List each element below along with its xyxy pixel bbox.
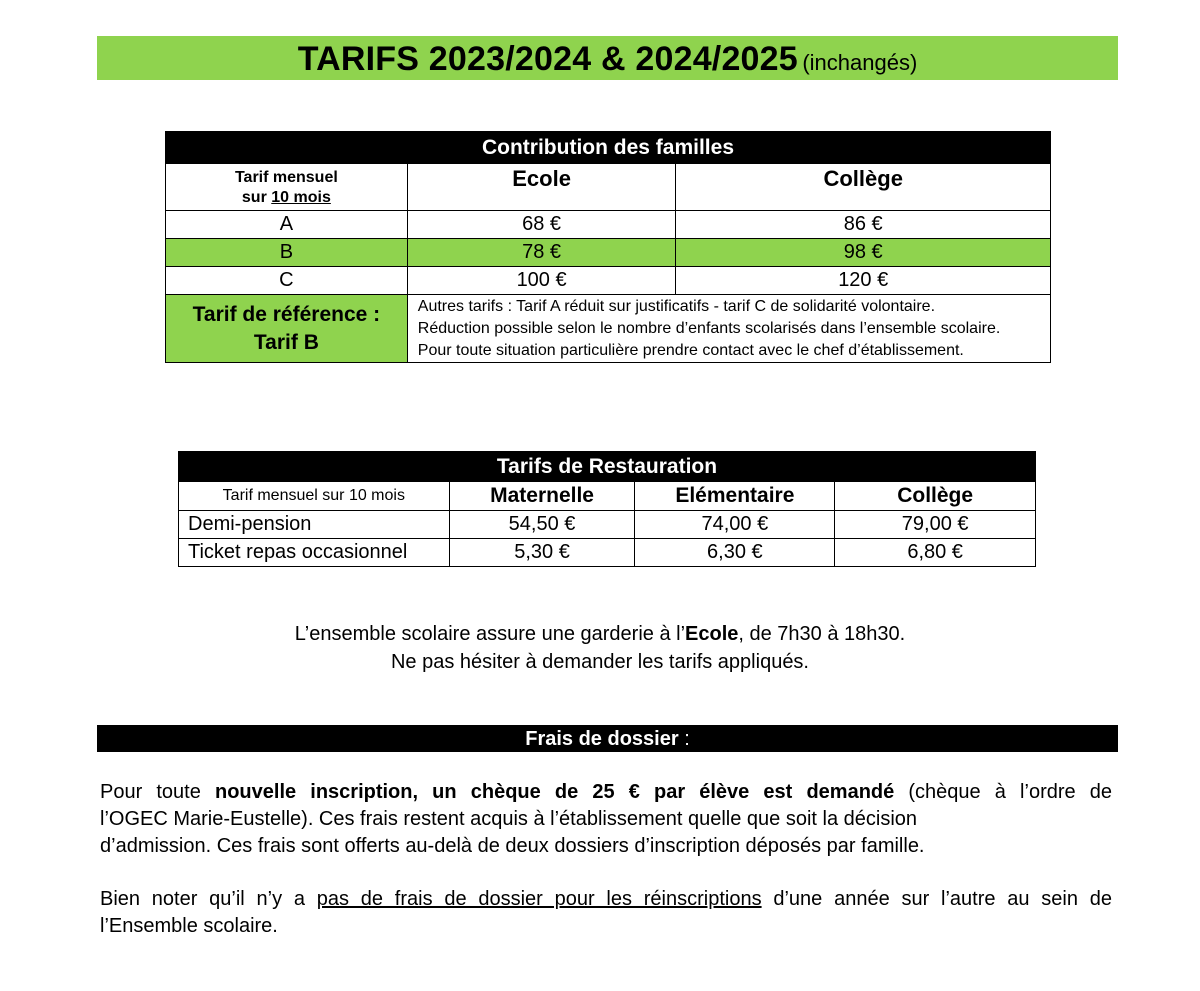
contribution-corner-label: Tarif mensuel sur 10 mois	[166, 164, 408, 211]
table-row	[166, 239, 1051, 267]
price-elementaire: 74,00 €	[635, 511, 835, 539]
tarif-college: 98 €	[676, 239, 1051, 267]
column-header-elementaire: Elémentaire	[635, 482, 835, 511]
price-college: 6,80 €	[835, 539, 1036, 567]
note-line: Réduction possible selon le nombre d’enfants scolarisés dans l’ensemble scolaire.	[417, 320, 1001, 337]
contribution-header: Contribution des familles	[166, 132, 1051, 164]
column-header-college: Collège	[835, 482, 1036, 511]
title-banner	[97, 36, 1118, 80]
restauration-label: Demi-pension	[179, 511, 450, 539]
frais-dossier-header: Frais de dossier :	[97, 725, 1118, 752]
column-header-ecole: Ecole	[407, 164, 676, 211]
table-row	[179, 539, 1036, 567]
tarif-ecole: 68 €	[407, 211, 676, 239]
tarif-college: 120 €	[676, 267, 1051, 295]
frais-paragraph-reinscription: Bien noter qu’il n’y a pas de frais de dossier pour les réinscriptions d’une année sur l’autre au sein de l’Ensemble scolaire.	[100, 888, 1112, 937]
garderie-info: L’ensemble scolaire assure une garderie à l’Ecole, de 7h30 à 18h30. Ne pas hésiter à demander les tarifs appliqués.	[294, 623, 906, 673]
price-maternelle: 5,30 €	[449, 539, 635, 567]
reference-tarif-label: Tarif de référence : Tarif B	[166, 295, 408, 363]
table-row	[166, 211, 1051, 239]
note-line: Autres tarifs : Tarif A réduit sur justificatifs - tarif C de solidarité volontaire.	[417, 298, 936, 315]
restauration-corner-label: Tarif mensuel sur 10 mois	[179, 482, 450, 511]
tarif-label: C	[166, 267, 408, 295]
table-row	[166, 267, 1051, 295]
tarif-label: B	[166, 239, 408, 267]
price-college: 79,00 €	[835, 511, 1036, 539]
column-header-college: Collège	[676, 164, 1051, 211]
table-row	[179, 511, 1036, 539]
tarif-ecole: 78 €	[407, 239, 676, 267]
tarif-ecole: 100 €	[407, 267, 676, 295]
note-line: Pour toute situation particulière prendre contact avec le chef d’établissement.	[417, 342, 964, 359]
contribution-table	[165, 131, 1051, 363]
price-maternelle: 54,50 €	[449, 511, 635, 539]
column-header-maternelle: Maternelle	[449, 482, 635, 511]
restauration-header: Tarifs de Restauration	[179, 452, 1036, 482]
restauration-table	[178, 451, 1036, 567]
restauration-label: Ticket repas occasionnel	[179, 539, 450, 567]
tarif-college: 86 €	[676, 211, 1051, 239]
tarif-label: A	[166, 211, 408, 239]
page-title: TARIFS 2023/2024 & 2024/2025	[297, 40, 798, 78]
tarif-notes	[407, 295, 1050, 363]
page-subtitle: (inchangés)	[802, 50, 918, 75]
price-elementaire: 6,30 €	[635, 539, 835, 567]
frais-paragraph-inscription: Pour toute nouvelle inscription, un chèque de 25 € par élève est demandé (chèque à l’ordre de l’OGEC Marie-Eustelle). Ces frais restent acquis à l’établissement quelle que soit la décision d’admission. Ces frais sont offerts au-delà de deux dossiers d’inscription déposés par famille.	[100, 781, 1113, 857]
